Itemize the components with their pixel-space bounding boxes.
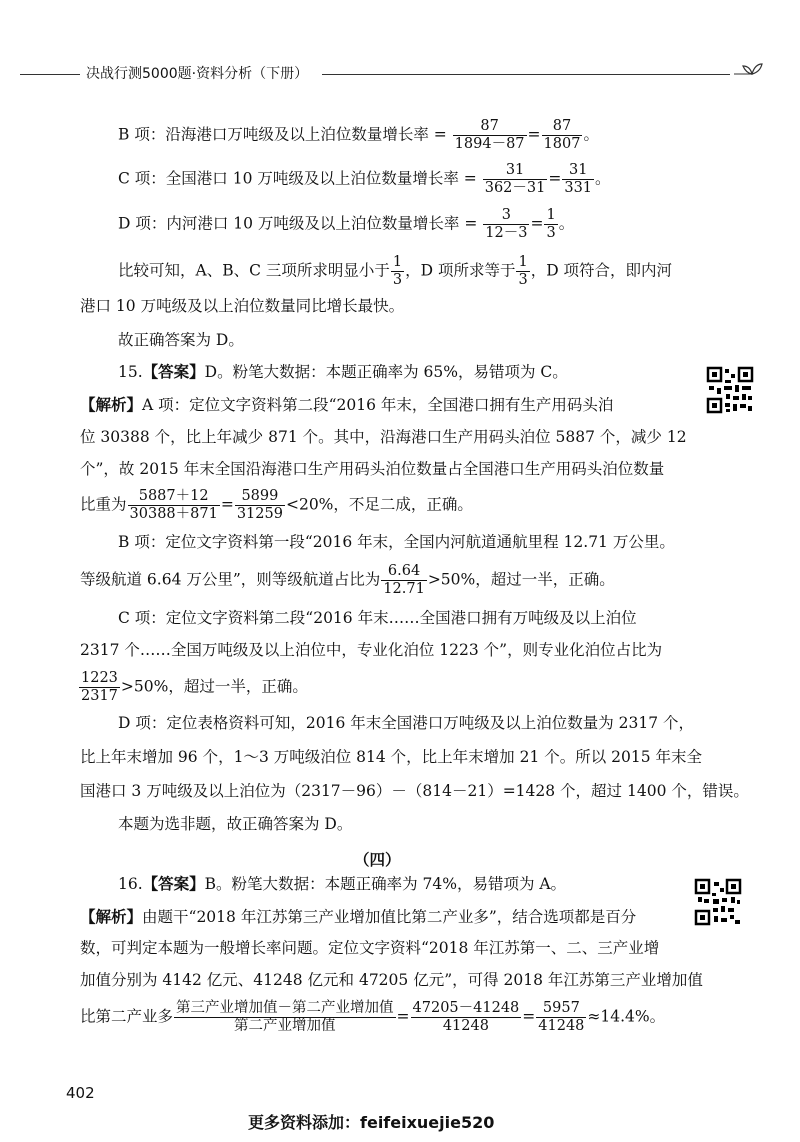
fraction	[411, 1000, 522, 1035]
q15-a-line-2: 位 30388 个，比上年减少 871 个。其中，沿海港口生产用码头泊位 5887 个，减少 12	[80, 428, 687, 446]
running-header	[0, 58, 800, 94]
c-item-line	[118, 162, 611, 197]
numerator: 第三产业增加值－第二产业增加值	[176, 1000, 394, 1016]
compare-text: ，D 项所求等于	[405, 261, 516, 280]
numerator: 1	[546, 207, 556, 223]
book-title: 决战行测5000题·资料分析（下册）	[86, 66, 309, 82]
denominator: 第二产业增加值	[174, 1017, 396, 1035]
fraction	[483, 207, 529, 242]
numerator: 5957	[542, 1000, 580, 1016]
fraction	[174, 1000, 396, 1035]
analysis-label: 【解析】	[80, 907, 143, 926]
q16-a-line-4	[80, 1000, 665, 1035]
q15-b-line-2	[80, 563, 615, 598]
denominator: 30388＋871	[129, 506, 218, 522]
denominator: 331	[564, 180, 593, 196]
page-number: 402	[66, 1084, 95, 1102]
q15-a-line-4	[80, 488, 473, 523]
fraction	[128, 488, 220, 523]
analysis-text: >50%，超过一半，正确。	[427, 570, 615, 589]
q15-d-line-2: 比上年末增加 96 个，1～3 万吨级泊位 814 个，比上年末增加 21 个。所以 2015 年末全	[80, 748, 703, 766]
header-rule-right	[322, 74, 730, 75]
qr-code-icon	[706, 366, 754, 414]
period: 。	[558, 214, 575, 233]
sprout-icon	[730, 58, 764, 88]
q15-c-line-2: 2317 个……全国万吨级及以上泊位中，专业化泊位 1223 个”，则专业化泊位占比为	[80, 641, 663, 659]
b-item-text: B 项：沿海港口万吨级及以上泊位数量增长率 =	[118, 125, 447, 144]
denominator: 3	[518, 272, 528, 288]
compare-line	[118, 254, 672, 289]
q16-a-line-2: 数，可判定本题为一般增长率问题。定位文字资料“2018 年江苏第一、二、三产业增	[80, 939, 660, 957]
qr-code-icon	[694, 878, 742, 926]
q15-c-line-1: C 项：定位文字资料第二段“2016 年末……全国港口拥有万吨级及以上泊位	[118, 609, 637, 627]
fraction	[235, 488, 285, 523]
analysis-text: 比第二产业多	[80, 1007, 174, 1026]
compare-text: ，D 项符合，即内河	[530, 261, 673, 280]
q15-b-line-1: B 项：定位文字资料第一段“2016 年末，全国内河航道通航里程 12.71 万公里。	[118, 533, 675, 551]
fraction	[483, 162, 548, 197]
question-number: 16.	[118, 875, 143, 893]
analysis-text: >50%，超过一半，正确。	[120, 677, 308, 696]
equals-sign: =	[527, 125, 541, 144]
fraction	[516, 254, 529, 289]
q16-a-line-3: 加值分别为 4142 亿元、41248 亿元和 47205 亿元”，可得 2018 年江苏第三产业增加值	[80, 971, 703, 989]
answer-line: 故正确答案为 D。	[118, 331, 244, 349]
answer-label: 【答案】	[142, 362, 205, 381]
denominator: 1807	[543, 136, 581, 152]
d-item-text: D 项：内河港口 10 万吨级及以上泊位数量增长率 =	[118, 214, 478, 233]
analysis-text: 等级航道 6.64 万公里”，则等级航道占比为	[80, 570, 381, 589]
denominator: 12－3	[485, 225, 528, 241]
denominator: 3	[546, 225, 556, 241]
numerator: 5887＋12	[138, 488, 209, 504]
c-item-text: C 项：全国港口 10 万吨级及以上泊位数量增长率 =	[118, 169, 477, 188]
q15-d-line-1: D 项：定位表格资料可知，2016 年末全国港口万吨级及以上泊位数量为 2317 个，	[118, 714, 695, 732]
q15-c-line-3	[78, 670, 308, 705]
fraction	[536, 1000, 586, 1035]
fraction	[381, 563, 427, 598]
equals-sign: =	[220, 495, 234, 514]
equals-sign: =	[548, 169, 562, 188]
denominator: 3	[392, 272, 403, 288]
numerator: 1223	[81, 670, 118, 686]
period: 。	[583, 125, 599, 144]
analysis-text: 比重为	[80, 495, 127, 514]
numerator: 5899	[241, 488, 279, 504]
section-heading: （四）	[354, 850, 401, 869]
equals-sign: =	[396, 1007, 410, 1026]
q15-answer-line	[118, 362, 568, 382]
period: 。	[595, 169, 611, 188]
numerator: 87	[552, 118, 572, 134]
answer-text: B。粉笔大数据：本题正确率为 74%，易错项为 A。	[204, 875, 567, 893]
fraction	[79, 670, 120, 705]
numerator: 3	[501, 207, 511, 223]
q16-a-line-1	[80, 907, 636, 927]
denominator: 12.71	[383, 581, 425, 597]
fraction	[544, 207, 557, 242]
numerator: 6.64	[387, 563, 421, 579]
equals-sign: =	[522, 1007, 536, 1026]
denominator: 41248	[538, 1018, 585, 1034]
denominator: 31259	[236, 506, 283, 522]
denominator: 41248	[411, 1017, 522, 1035]
q15-d-line-3: 国港口 3 万吨级及以上泊位为（2317－96）－（814－21）=1428 个，超过 1400 个，错误。	[80, 782, 749, 800]
header-rule-left	[20, 74, 80, 75]
footer-note: 更多资料添加：feifeixuejie520	[248, 1113, 495, 1132]
compare-line-2: 港口 10 万吨级及以上泊位数量同比增长最快。	[80, 297, 405, 315]
d-item-line	[118, 207, 574, 242]
q15-a-line-1	[80, 395, 613, 415]
q16-answer-line	[118, 874, 566, 894]
denominator: 1894－87	[454, 136, 525, 152]
answer-label: 【答案】	[142, 874, 205, 893]
fraction	[453, 118, 527, 153]
q15-final-answer: 本题为选非题，故正确答案为 D。	[118, 815, 353, 833]
denominator: 362－31	[484, 180, 546, 196]
analysis-text: ≈14.4%。	[587, 1007, 666, 1026]
analysis-text: <20%，不足二成，正确。	[285, 495, 473, 514]
equals-sign: =	[530, 214, 544, 233]
numerator: 1	[518, 254, 528, 270]
analysis-text: A 项：定位文字资料第二段“2016 年末，全国港口拥有生产用码头泊	[142, 396, 614, 414]
numerator: 31	[568, 162, 588, 178]
analysis-text: 由题干“2018 年江苏第三产业增加值比第二产业多”，结合选项都是百分	[142, 908, 637, 926]
answer-text: D。粉笔大数据：本题正确率为 65%，易错项为 C。	[204, 363, 568, 381]
numerator: 31	[505, 162, 525, 178]
q15-a-line-3: 个”，故 2015 年末全国沿海港口生产用码头泊位数量占全国港口生产用码头泊位数量	[80, 460, 665, 478]
fraction	[562, 162, 594, 197]
b-item-line	[118, 118, 599, 153]
numerator: 47205－41248	[412, 1000, 520, 1016]
question-number: 15.	[118, 363, 143, 381]
denominator: 2317	[81, 688, 118, 704]
numerator: 1	[392, 254, 403, 270]
numerator: 87	[480, 118, 499, 134]
compare-text: 比较可知，A、B、C 三项所求明显小于	[118, 261, 390, 280]
fraction	[391, 254, 404, 289]
fraction	[542, 118, 583, 153]
analysis-label: 【解析】	[80, 395, 143, 414]
